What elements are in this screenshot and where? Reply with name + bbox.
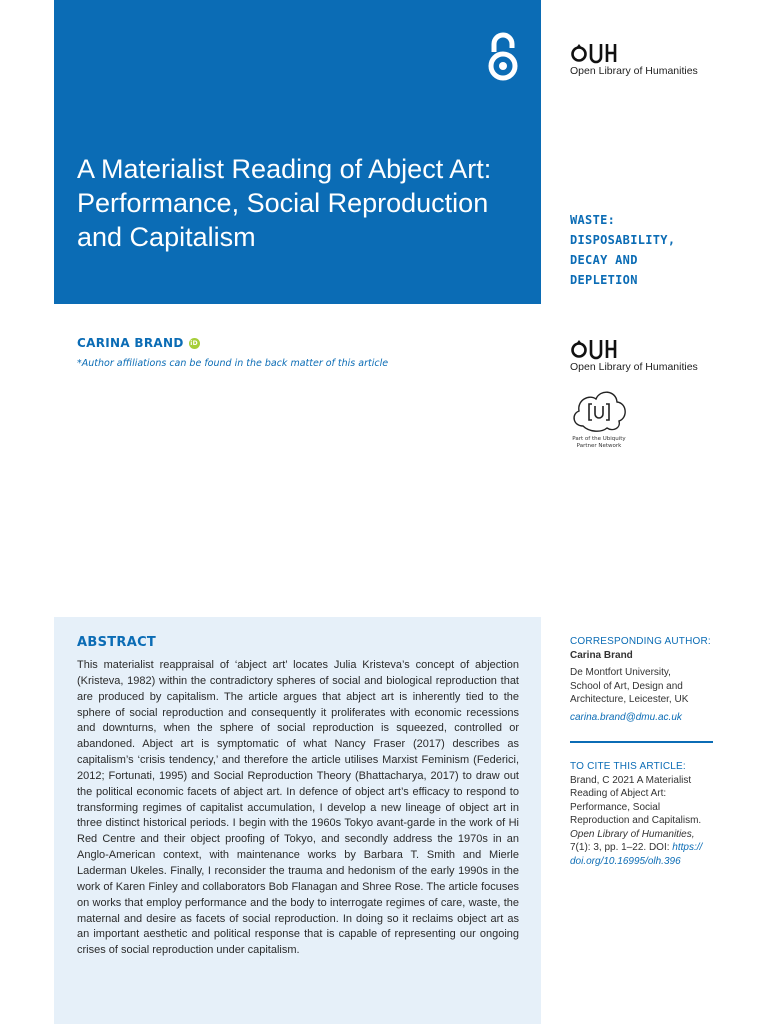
corresponding-author-label: CORRESPONDING AUTHOR: [570,636,711,647]
address-line: School of Art, Design and [570,680,683,692]
sidebar-divider [570,741,713,743]
abstract-text: This materialist reappraisal of ‘abject art’ locates Julia Kristeva’s concept of abjection (Kristeva, 1982) within the contradictory spheres of social and biological reproduction that are produced by capitalism. The article argues that abject art is inherently tied to the sphere of social reproduction and consequently it proliferates with economic recessions and downturns, when the sphere of social reproduction is squeezed, controlled or abandoned. Abject art is symptomatic of what Nancy Fraser (2017) describes as capitalism’s ‘crisis tendency,’ and therefore the article utilises Marxist Feminism (Federici, 2012; Fortunati, 1995) and Social Reproduction Theory (Bhattacharya, 2017) to draw out the political economic facets of abject art. In defence of object art’s efficacy to respond to transforming regimes of capitalist accumulation, I develop a new lineage of object art in three distinct historical periods. I begin with the 1960s Tokyo avant-garde in the work of Hi Red Centre and their object proofing of Tokyo, and secondly address the 1970s in an Anglo-American context, with maintenance works by Barbara T. Smith and Mierle Laderman Ukeles. Finally, I reconsider the trauma and hedonism of the early 1990s in the work of Karen Finley and collaborators Bob Flanagan and Shree Rose. The article focuses on works that employ performance and the body to interrogate regimes of care, waste, the maternal and desire as facets of social reproduction. In doing so it reclaims object art as an important aesthetic and political response that is capable of representing our ongoing crises of social reproduction under capitalism. [77,659,519,957]
olh-logo-top [570,42,720,77]
abstract-heading: ABSTRACT [77,635,157,650]
doi-link-start[interactable]: https:// [672,842,703,853]
theme-line: DEPLETION [570,273,638,287]
doi-link[interactable]: doi.org/10.16995/olh.396 [570,855,681,867]
email-link[interactable]: carina.brand@dmu.ac.uk [570,711,682,723]
ubiquity-cloud-icon [569,386,629,434]
citation-line: Performance, Social [570,801,661,813]
author-line [77,336,200,350]
publisher-name: Open Library of Humanities [570,65,698,77]
ubiquity-partner-logo [566,386,632,450]
article-title: A Materialist Reading of Abject Art: Performance, Social Reproduction and Capitalism [77,154,492,252]
citation-block [570,760,715,868]
olh-logo-bottom [570,338,720,373]
theme-line: DECAY AND [570,253,638,267]
corresponding-author-name: Carina Brand [570,649,633,661]
theme-label [570,210,730,290]
olh-logo-mark-icon [570,338,618,360]
citation-label: TO CITE THIS ARTICLE: [570,761,686,772]
citation-line: Reproduction and Capitalism. [570,815,702,826]
affiliation-note: *Author affiliations can be found in the back matter of this article [77,358,389,369]
citation-line: Reading of Abject Art: [570,788,667,799]
theme-line: WASTE: [570,213,616,227]
theme-line: DISPOSABILITY, [570,233,676,247]
address-line: De Montfort University, [570,667,671,678]
author-name[interactable]: CARINA BRAND [77,336,184,350]
publisher-name: Open Library of Humanities [570,361,698,373]
address-line: Architecture, Leicester, UK [570,694,689,705]
corresponding-author-block [570,635,715,724]
olh-logo-mark-icon [570,42,618,64]
citation-journal: Open Library of Humanities, [570,828,695,840]
partner-caption: Part of the Ubiquity [572,436,626,442]
open-access-icon [486,30,520,82]
citation-volume: 7(1): 3, pp. 1–22. DOI: [570,842,673,853]
partner-caption: Partner Network [576,443,622,449]
citation-line: Brand, C 2021 A Materialist [570,774,692,786]
citation-volume-line [570,841,715,855]
orcid-icon[interactable]: iD [190,339,198,347]
